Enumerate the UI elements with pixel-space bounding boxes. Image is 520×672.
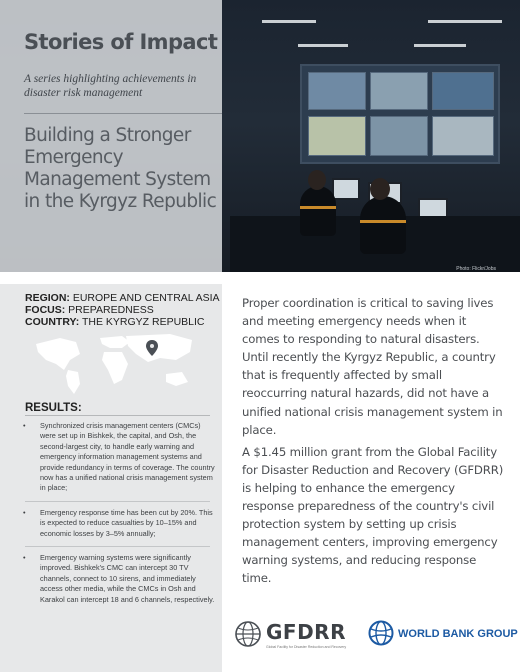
monitor [332,178,360,200]
ceiling-light [262,20,316,23]
focus-row [25,304,220,316]
story-heading: Building a Stronger Emergency Management System in the Kyrgyz Republic [24,125,217,212]
ceiling-light [414,44,466,47]
world-map-icon [30,330,202,396]
region-row [25,292,220,304]
operator-head [370,178,390,200]
body-paragraph: A $1.45 million grant from the Global Facility for Disaster Reduction and Recovery (GFDRR) is helping to enhance the emergency response preparedness of the country's civil protection system by setting up crisis management centers, improving emergency warning systems, and reducing response time. [242,444,504,586]
focus-label: FOCUS: [25,304,66,316]
hero-photo [0,0,520,272]
operator-figure [360,196,406,254]
world-bank-wordmark: WORLD BANK GROUP [398,628,518,640]
series-subtitle: A series highlighting achievements in disaster risk management [24,73,197,99]
uniform-stripe [360,220,406,223]
operator-figure [300,186,336,236]
region-label: REGION: [25,292,70,304]
focus-value: PREPAREDNESS [68,304,154,316]
body-paragraph: Proper coordination is critical to saving lives and meeting emergency needs when it comes to responding to natural disasters. Until recently the Kyrgyz Republic, a country that is frequently affected by small reoccurring natural hazards, did not have a unified national crisis management system in place. [242,296,503,437]
result-item: • Synchronized crisis management centers (CMCs) were set up in Bishkek, the capital, and Osh, the second-largest city, to handle early warning and emergency information management systems and provide redundancy in terms of coverage. The country now has a unified national crisis management system in place; [20,421,215,494]
result-item: • Emergency warning systems were significantly improved. Bishkek's CMC can intercept 30 TV channels, connect to 10 sirens, and immediately access other media, while the CMCs in Osh and Karakol can intercept 18 and 6 channels, respectively. [20,553,215,605]
country-row [25,316,220,328]
result-item: • Emergency response time has been cut by 20%. This is expected to reduce casualties by 10–15% and economic losses by 3–5% annually; [20,508,215,539]
gfdrr-globe-icon [234,620,262,648]
partner-logos [222,600,520,672]
ceiling-light [298,44,348,47]
region-value: EUROPE AND CENTRAL ASIA [72,292,220,304]
gfdrr-tagline: Global Facility for Disaster Reduction and Recovery [266,645,347,649]
country-value: THE KYRGYZ REPUBLIC [81,316,205,328]
uniform-stripe [300,206,336,209]
ceiling-light [428,20,502,23]
results-heading: RESULTS: [25,402,82,414]
results-list [20,421,215,605]
title-divider [24,113,222,114]
result-divider [25,546,210,547]
info-sidebar [0,284,222,672]
story-body [242,294,504,592]
gfdrr-logo [234,618,354,658]
result-divider [25,501,210,502]
operator-head [308,170,326,190]
country-label: COUNTRY: [25,316,80,328]
world-bank-group-logo [368,620,518,650]
photo-credit: Photo: Flickr/Jobs [456,266,496,272]
world-bank-globe-icon [368,620,394,646]
video-wall [300,64,500,164]
results-divider [25,415,210,416]
project-meta [25,292,220,328]
series-title: Stories of Impact [24,30,218,54]
gfdrr-wordmark: GFDRR [266,620,346,644]
